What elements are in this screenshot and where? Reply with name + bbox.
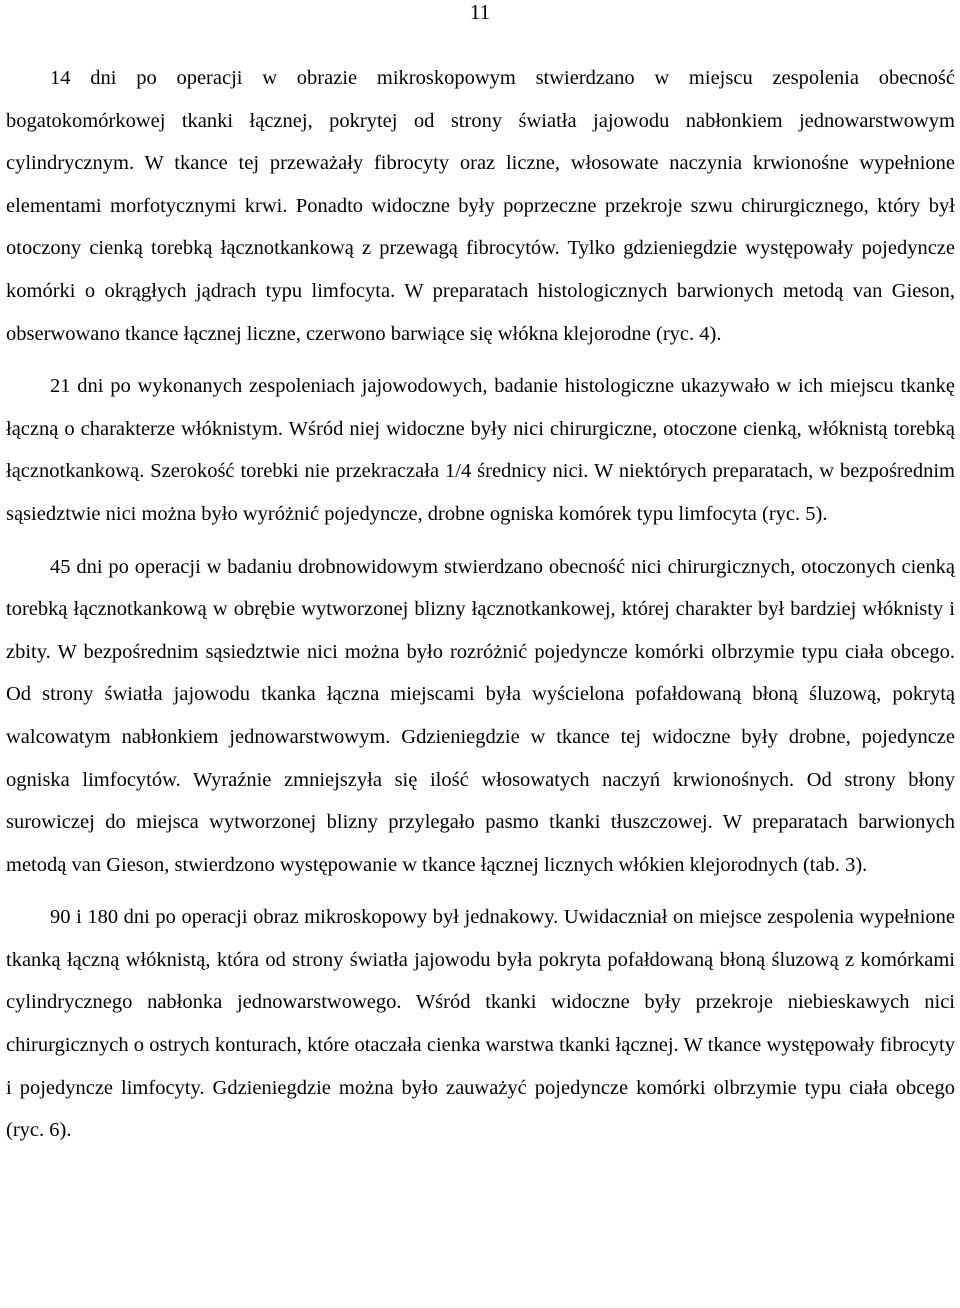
body-text — [6, 57, 955, 1152]
page-number: 11 — [469, 0, 491, 24]
paragraph-day-45: 45 dni po operacji w badaniu drobnowidowym stwierdzano obecność nici chirurgicznych, otoczonych cienką torebką łącznotkankową w obrębie wytworzonej blizny łącznotkankowej, której charakter był bardziej włóknisty i zbity. W bezpośrednim sąsiedztwie nici można było rozróżnić pojedyncze komórki olbrzymie typu ciała obcego. Od strony światła jajowodu tkanka łączna miejscami była wyścielona pofałdowaną błoną śluzową, pokrytą walcowatym nabłonkiem jednowarstwowym. Gdzieniegdzie w tkance tej widoczne były drobne, pojedyncze ogniska limfocytów. Wyraźnie zmniejszyła się ilość włosowatych naczyń krwionośnych. Od strony błony surowiczej do miejsca wytworzonej blizny przylegało pasmo tkanki tłuszczowej. W preparatach barwionych metodą van Gieson, stwierdzono występowanie w tkance łącznej licznych włókien klejorodnych (tab. 3). — [6, 555, 955, 876]
paragraph-day-14: 14 dni po operacji w obrazie mikroskopowym stwierdzano w miejscu zespolenia obecność bogatokomórkowej tkanki łącznej, pokrytej od strony światła jajowodu nabłonkiem jednowarstwowym cylindrycznym. W tkance tej przeważały fibrocyty oraz liczne, włosowate naczynia krwionośne wypełnione elementami morfotycznymi krwi. Ponadto widoczne były poprzeczne przekroje szwu chirurgicznego, który był otoczony cienką torebką łącznotkankową z przewagą fibrocytów. Tylko gdzieniegdzie występowały pojedyncze komórki o okrągłych jądrach typu limfocyta. W preparatach histologicznych barwionych metodą van Gieson, obserwowano tkance łącznej liczne, czerwono barwiące się włókna klejorodne (ryc. 4). — [6, 67, 955, 345]
paragraph-day-21: 21 dni po wykonanych zespoleniach jajowodowych, badanie histologiczne ukazywało w ich miejscu tkankę łączną o charakterze włóknistym. Wśród niej widoczne były nici chirurgiczne, otoczone cienką, włóknistą torebką łącznotkankową. Szerokość torebki nie przekraczała 1/4 średnicy nici. W niektórych preparatach, w bezpośrednim sąsiedztwie nici można było wyróżnić pojedyncze, drobne ogniska komórek typu limfocyta (ryc. 5). — [6, 375, 955, 525]
paragraph-day-90-180: 90 i 180 dni po operacji obraz mikroskopowy był jednakowy. Uwidaczniał on miejsce zespolenia wypełnione tkanką łączną włóknistą, która od strony światła jajowodu była pokryta pofałdowaną błoną śluzową z komórkami cylindrycznego nabłonka jednowarstwowego. Wśród tkanki widoczne były przekroje niebieskawych nici chirurgicznych o ostrych konturach, które otaczała cienka warstwa tkanki łącznej. W tkance występowały fibrocyty i pojedyncze limfocyty. Gdzieniegdzie można było zauważyć pojedyncze komórki olbrzymie typu ciała obcego (ryc. 6). — [6, 906, 955, 1142]
